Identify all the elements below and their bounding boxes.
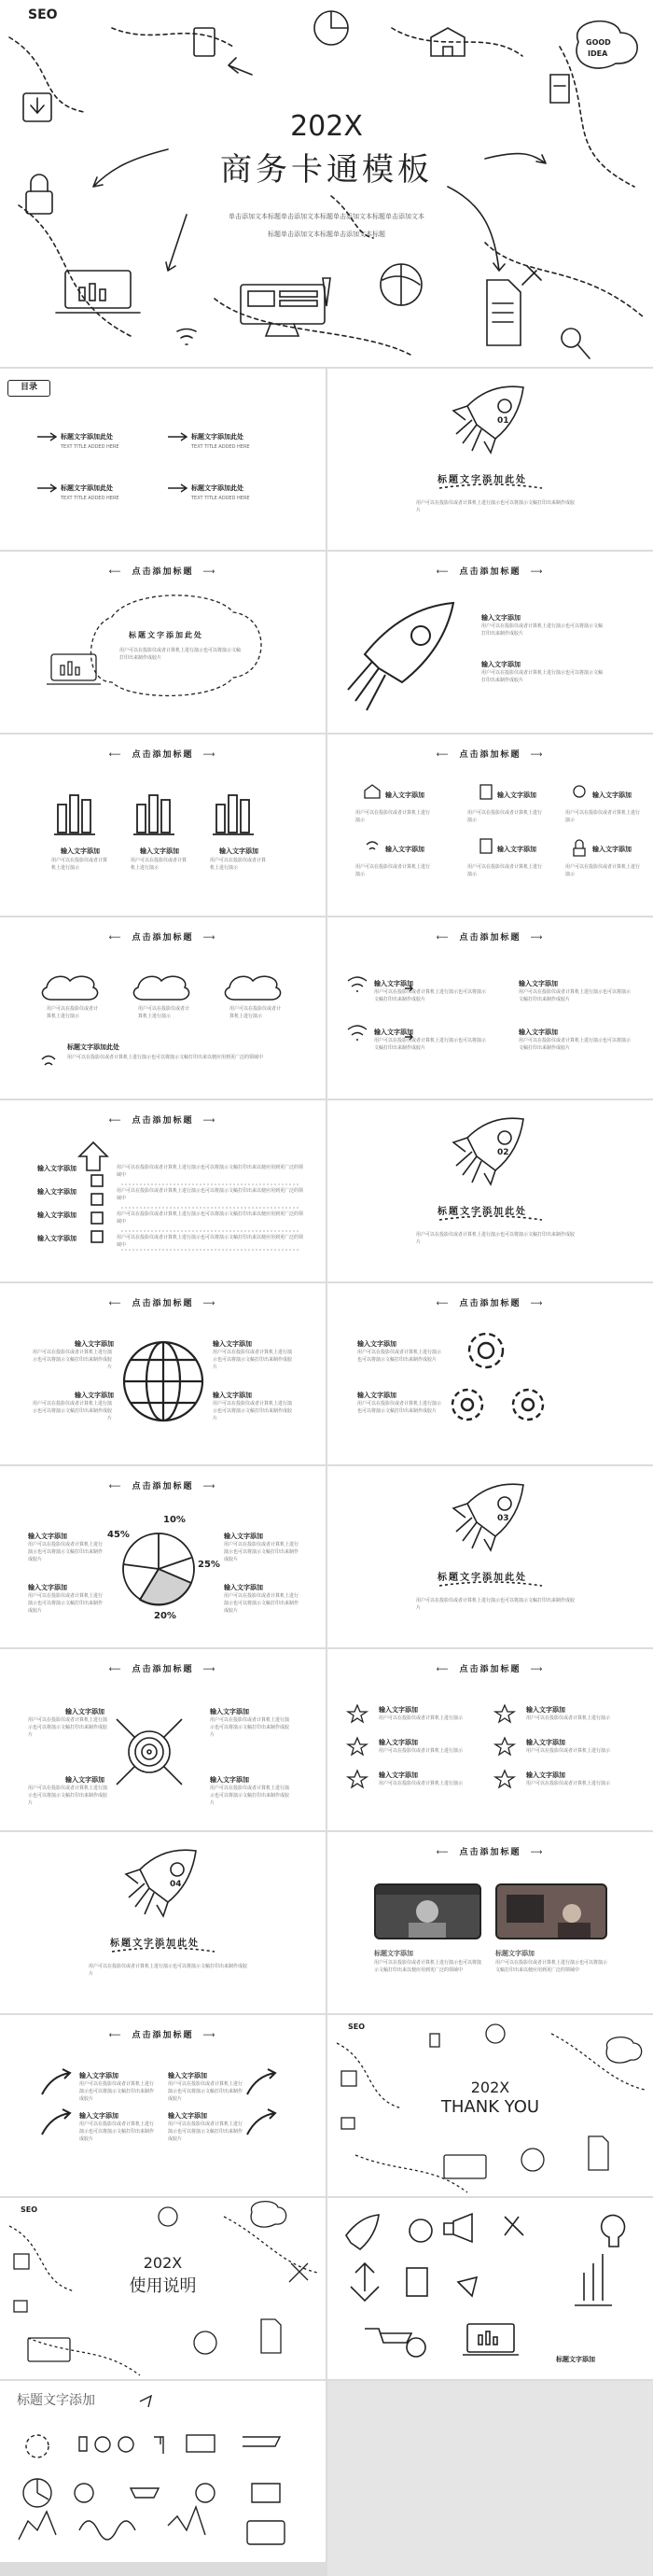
section-title: 标题文字添加此处 [438,475,527,485]
slide-cloud[interactable]: ⟵ 点击添加标题 ⟶ 标题文字添加此处 用户可以在投影仪或者计算机上进行演示也可以将演示文稿打印出来制作成胶片 [0,552,326,733]
cover-title: 商务卡通模板 [220,151,433,189]
slide-photos[interactable]: ⟵ 点击添加标题 ⟶ 标题文字添加 用户可以在投影仪或者计算机上进行演示也可以将演示文稿打印出来以便应用到更广泛的领域中 标题文字添加 用户可以在投影仪或者计算机上进行演示也可以将演示文稿打印出来以便应用到更广泛的领域中 [327,1832,653,2013]
slide-last[interactable] [0,2381,326,2562]
photo-1 [374,1883,481,1939]
guide-text: 使用说明 [129,2276,197,2296]
slide-bars[interactable]: ⟵ 点击添加标题 ⟶ 输入文字添加 用户可以在投影仪或者计算机上进行演示 输入文字添加 用户可以在投影仪或者计算机上进行演示 输入文字添加 用户可以在投影仪或者计算机上进行演示 [0,735,326,916]
idea-label: IDEA [588,49,608,58]
toc-item-4[interactable]: 标题文字添加此处 [191,484,243,492]
slide-rocket[interactable]: ⟵ 点击添加标题 ⟶ 输入文字添加 用户可以在投影仪或者计算机上进行演示也可以将演示文稿打印出来制作成胶片 输入文字添加 用户可以在投影仪或者计算机上进行演示也可以将演示文稿打印出来制作成胶片 [327,552,653,733]
toc-tag: 目录 [7,380,50,397]
slide-globe[interactable]: ⟵ 点击添加标题 ⟶ 输入文字添加 用户可以在投影仪或者计算机上进行演示也可以将演示文稿打印出来制作成胶片 输入文字添加 用户可以在投影仪或者计算机上进行演示也可以将演示文稿打印出来制作成胶片 输入文字添加 用户可以在投影仪或者计算机上进行演示也可以将演示文稿打印出来制作成胶片 输入文字添加 用户可以在投影仪或者计算机上进行演示也可以将演示文稿打印出来制作成胶片 [0,1283,326,1464]
slide-section-04[interactable]: 04 标题文字添加此处 用户可以在投影仪或者计算机上进行演示也可以将演示文稿打印出来制作成胶片 [0,1832,326,2013]
slide-heading: ⟵ 点击添加标题 ⟶ [108,567,217,577]
slide-stars[interactable]: ⟵ 点击添加标题 ⟶ 输入文字添加 用户可以在投影仪或者计算机上进行演示 输入文字添加 用户可以在投影仪或者计算机上进行演示 输入文字添加 用户可以在投影仪或者计算机上进行演示 输入文字添加 用户可以在投影仪或者计算机上进行演示 输入文字添加 用户可以在投影仪或者计算机上进行演示 输入文字添加 用户可以在投影仪或者计算机上进行演示 [327,1649,653,1830]
slide-six-icons[interactable]: ⟵ 点击添加标题 ⟶ 输入文字添加 用户可以在投影仪或者计算机上进行演示 输入文字添加 用户可以在投影仪或者计算机上进行演示 输入文字添加 用户可以在投影仪或者计算机上进行演示 输入文字添加 用户可以在投影仪或者计算机上进行演示 输入文字添加 用户可以在投影仪或者计算机上进行演示 输入文字添加 用户可以在投影仪或者计算机上进行演示 [327,735,653,916]
slide-toc[interactable]: 目录 标题文字添加此处 TEXT TITLE ADDED HERE 标题文字添加此处 TEXT TITLE ADDED HERE 标题文字添加此处 TEXT TITLE ADDED HERE 标题文字添加此处 TEXT TITLE ADDED HERE [0,369,326,550]
cover-subtitle-1: 单击添加文本标题单击添加文本标题单击添加文本标题单击添加文本 [229,213,424,220]
slide-gears[interactable]: ⟵ 点击添加标题 ⟶ 输入文字添加 用户可以在投影仪或者计算机上进行演示也可以将演示文稿打印出来制作成胶片 输入文字添加 用户可以在投影仪或者计算机上进行演示也可以将演示文稿打印出来制作成胶片 [327,1283,653,1464]
cover-year: 202X [290,110,363,143]
slide-guide[interactable] [0,2198,326,2379]
slide-heading: ⟵ 点击添加标题 ⟶ [436,567,545,577]
thanks-year: 202X [470,2079,510,2096]
slide-target[interactable]: ⟵ 点击添加标题 ⟶ 输入文字添加 用户可以在投影仪或者计算机上进行演示也可以将演示文稿打印出来制作成胶片 输入文字添加 用户可以在投影仪或者计算机上进行演示也可以将演示文稿打印出来制作成胶片 输入文字添加 用户可以在投影仪或者计算机上进行演示也可以将演示文稿打印出来制作成胶片 输入文字添加 用户可以在投影仪或者计算机上进行演示也可以将演示文稿打印出来制作成胶片 [0,1649,326,1830]
cover-slide[interactable] [0,0,653,367]
slide-thank-you[interactable] [327,2015,653,2196]
slide-arrow-list[interactable]: ⟵ 点击添加标题 ⟶ 输入文字添加 用户可以在投影仪或者计算机上进行演示也可以将演示文稿打印出来以便应用到更广泛的领域中 输入文字添加 用户可以在投影仪或者计算机上进行演示也可以将演示文稿打印出来以便应用到更广泛的领域中 输入文字添加 用户可以在投影仪或者计算机上进行演示也可以将演示文稿打印出来以便应用到更广泛的领域中 输入文字添加 用户可以在投影仪或者计算机上进行演示也可以将演示文稿打印出来以便应用到更广泛的领域中 [0,1100,326,1281]
toc-item-1[interactable]: 标题文字添加此处 [61,433,113,441]
slide-pie[interactable]: ⟵ 点击添加标题 ⟶ 45% 10% 25% 20% 输入文字添加 用户可以在投影仪或者计算机上进行演示也可以将演示文稿打印出来制作成胶片 输入文字添加 用户可以在投影仪或者计算机上进行演示也可以将演示文稿打印出来制作成胶片 输入文字添加 用户可以在投影仪或者计算机上进行演示也可以将演示文稿打印出来制作成胶片 输入文字添加 用户可以在投影仪或者计算机上进行演示也可以将演示文稿打印出来制作成胶片 [0,1466,326,1647]
guide-year: 202X [143,2254,183,2272]
cover-subtitle-2: 标题单击添加文本标题单击添加文本标题 [268,231,385,238]
toc-item-2[interactable]: 标题文字添加此处 [191,433,243,441]
photo-2 [495,1883,607,1939]
section-number: 01 [497,416,509,426]
empty-cell [327,2381,653,2576]
icon-set-title: 标题文字添加 [556,2356,595,2363]
svg-text:SEO: SEO [21,2205,38,2214]
slide-curved-arrows[interactable]: ⟵ 点击添加标题 ⟶ 输入文字添加 用户可以在投影仪或者计算机上进行演示也可以将演示文稿打印出来制作成胶片 输入文字添加 用户可以在投影仪或者计算机上进行演示也可以将演示文稿打印出来制作成胶片 输入文字添加 用户可以在投影仪或者计算机上进行演示也可以将演示文稿打印出来制作成胶片 输入文字添加 用户可以在投影仪或者计算机上进行演示也可以将演示文稿打印出来制作成胶片 [0,2015,326,2196]
slide-section-03[interactable]: 03 标题文字添加此处 用户可以在投影仪或者计算机上进行演示也可以将演示文稿打印出来制作成胶片 [327,1466,653,1647]
slide-icon-set[interactable] [327,2198,653,2379]
toc-item-3[interactable]: 标题文字添加此处 [61,484,113,492]
slide-section-02[interactable]: 02 标题文字添加此处 用户可以在投影仪或者计算机上进行演示也可以将演示文稿打印出来制作成胶片 [327,1100,653,1281]
slide-section-01[interactable]: 01 标题文字添加此处 用户可以在投影仪或者计算机上进行演示也可以将演示文稿打印出来制作成胶片 [327,369,653,550]
slide-clouds[interactable]: ⟵ 点击添加标题 ⟶ 用户可以在投影仪或者计算机上进行演示 用户可以在投影仪或者计算机上进行演示 用户可以在投影仪或者计算机上进行演示 标题文字添加此处 用户可以在投影仪或者计算机上进行演示也可以将演示文稿打印出来以便应用到更广泛的领域中 [0,917,326,1099]
thanks-text: THANK YOU [440,2097,540,2117]
last-title: 标题文字添加 [17,2393,95,2408]
seo-label: SEO [348,2023,366,2031]
slide-wifi-list[interactable]: ⟵ 点击添加标题 ⟶ 输入文字添加 用户可以在投影仪或者计算机上进行演示也可以将演示文稿打印出来制作成胶片 输入文字添加 用户可以在投影仪或者计算机上进行演示也可以将演示文稿打印出来制作成胶片 输入文字添加 用户可以在投影仪或者计算机上进行演示也可以将演示文稿打印出来制作成胶片 输入文字添加 用户可以在投影仪或者计算机上进行演示也可以将演示文稿打印出来制作成胶片 [327,917,653,1099]
good-label: GOOD [586,38,611,47]
seo-label: SEO [28,7,58,22]
